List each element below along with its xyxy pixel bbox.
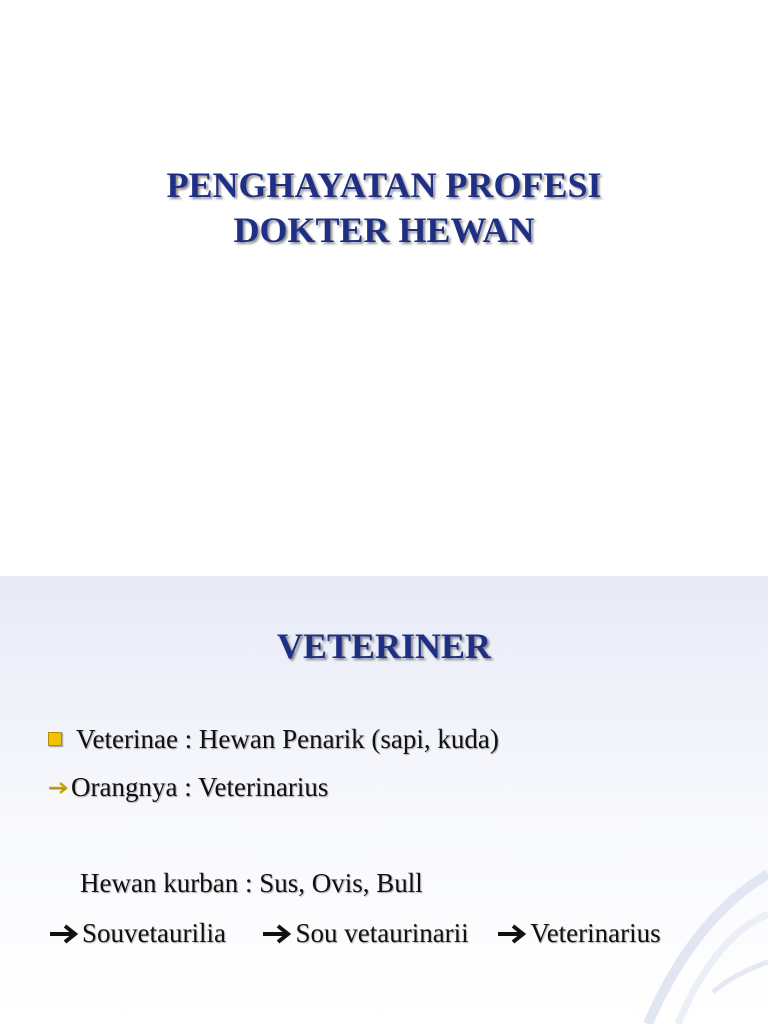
slide-2: [0, 576, 768, 1024]
bold-arrow-icon: [261, 923, 295, 945]
chain-item-1: Souvetaurilia: [82, 918, 226, 948]
square-bullet-icon: [48, 732, 62, 746]
bullet-item-2: [47, 771, 328, 803]
bullet-item-1: [48, 723, 499, 755]
bold-arrow-icon: [496, 923, 530, 945]
arrow-bullet-icon: [47, 780, 71, 796]
bullet-text-1: Veterinae : Hewan Penarik (sapi, kuda): [76, 724, 499, 754]
title-line-2: DOKTER HEWAN: [233, 210, 535, 250]
chain-item-2: Sou vetaurinarii: [295, 918, 469, 948]
title-line-1: PENGHAYATAN PROFESI: [166, 165, 602, 205]
slide-2-title: VETERINER: [276, 626, 492, 666]
bold-arrow-icon: [48, 923, 82, 945]
swoosh-decoration: [528, 764, 768, 1024]
chain-item-3: Veterinarius: [530, 918, 661, 948]
slide-1-title: [0, 163, 768, 253]
bullet-text-2: Orangnya : Veterinarius: [71, 772, 329, 802]
etymology-chain: [48, 917, 661, 949]
text-line-3: Hewan kurban : Sus, Ovis, Bull: [80, 868, 423, 898]
